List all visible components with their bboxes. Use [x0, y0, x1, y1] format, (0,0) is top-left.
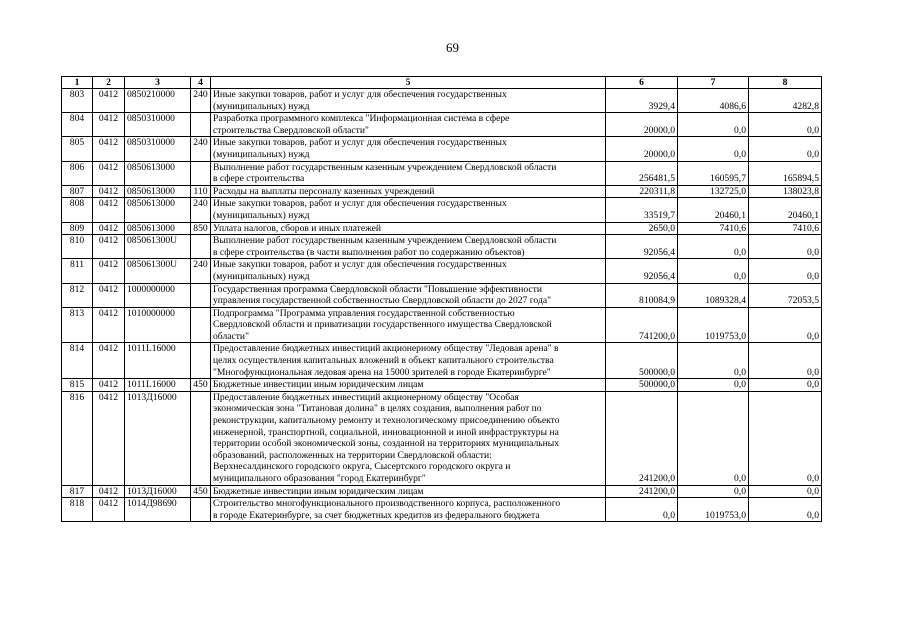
row-number-cell: 805: [62, 137, 93, 161]
item-name-cell: Предоставление бюджетных инвестиций акционерному обществу "Ледовая арена" в целях осуществления капитальных вложений в объект капитального строительства "Многофункциональная ледовая арена на 15000 зрителей в городе Екатеринбурге": [211, 343, 606, 379]
amount-col6-cell: 2650,0: [606, 222, 678, 235]
table-row: [62, 379, 822, 392]
column-header: 3: [125, 77, 191, 89]
target-item-code-cell: 1013Д16000: [125, 485, 191, 498]
amount-col7-cell: 0,0: [678, 113, 749, 137]
amount-col8-cell: 0,0: [749, 113, 822, 137]
target-item-code-cell: 1011L16000: [125, 379, 191, 392]
target-item-code-cell: 085061300U: [125, 259, 191, 283]
amount-col6-cell: 500000,0: [606, 343, 678, 379]
column-header: 8: [749, 77, 822, 89]
item-name-cell: Разработка программного комплекса "Информационная система в сфере строительства Свердловской области": [211, 113, 606, 137]
item-name-cell: Предоставление бюджетных инвестиций акционерному обществу "Особая экономическая зона "Титановая долина" в целях создания, выполнения работ по реконструкции, капитальному ремонту и технологическому присоединению объекто инженерной, транспортной, социальной, инновационной и иной инфраструктуры на территории особой экономической зоны, созданной на территориях муниципальных образований, расположенных на территории Свердловской области: Верхнесалдинского городского округа, Сысертского городского округа и муниципального образования "город Екатеринбург": [211, 391, 606, 485]
amount-col8-cell: 0,0: [749, 137, 822, 161]
column-header: 1: [62, 77, 93, 89]
amount-col8-cell: 0,0: [749, 498, 822, 522]
table-row: [62, 343, 822, 379]
table-row: [62, 391, 822, 485]
amount-col6-cell: 220311,8: [606, 185, 678, 198]
target-item-code-cell: 0850613000: [125, 185, 191, 198]
amount-col8-cell: 165894,5: [749, 161, 822, 185]
target-item-code-cell: 1010000000: [125, 307, 191, 343]
item-name-cell: Иные закупки товаров, работ и услуг для обеспечения государственных (муниципальных) нужд: [211, 259, 606, 283]
expense-type-code-cell: 240: [191, 198, 211, 222]
column-header: 2: [93, 77, 125, 89]
section-code-cell: 0412: [93, 283, 125, 307]
target-item-code-cell: 0850210000: [125, 89, 191, 113]
amount-col7-cell: 7410,6: [678, 222, 749, 235]
section-code-cell: 0412: [93, 307, 125, 343]
amount-col7-cell: 160595,7: [678, 161, 749, 185]
amount-col8-cell: 138023,8: [749, 185, 822, 198]
row-number-cell: 810: [62, 235, 93, 259]
table-row: [62, 283, 822, 307]
item-name-cell: Расходы на выплаты персоналу казенных учреждений: [211, 185, 606, 198]
amount-col7-cell: 0,0: [678, 379, 749, 392]
amount-col7-cell: 4086,6: [678, 89, 749, 113]
section-code-cell: 0412: [93, 222, 125, 235]
amount-col6-cell: 256481,5: [606, 161, 678, 185]
table-row: [62, 259, 822, 283]
amount-col7-cell: 0,0: [678, 485, 749, 498]
amount-col6-cell: 810084,9: [606, 283, 678, 307]
amount-col6-cell: 500000,0: [606, 379, 678, 392]
target-item-code-cell: 0850310000: [125, 113, 191, 137]
expense-type-code-cell: [191, 343, 211, 379]
row-number-cell: 815: [62, 379, 93, 392]
section-code-cell: 0412: [93, 89, 125, 113]
section-code-cell: 0412: [93, 137, 125, 161]
section-code-cell: 0412: [93, 259, 125, 283]
target-item-code-cell: 085061300U: [125, 235, 191, 259]
amount-col7-cell: 0,0: [678, 137, 749, 161]
table-row: [62, 485, 822, 498]
item-name-cell: Бюджетные инвестиции иным юридическим лицам: [211, 379, 606, 392]
amount-col6-cell: 241200,0: [606, 391, 678, 485]
item-name-cell: Уплата налогов, сборов и иных платежей: [211, 222, 606, 235]
item-name-cell: Иные закупки товаров, работ и услуг для обеспечения государственных (муниципальных) нужд: [211, 89, 606, 113]
expense-type-code-cell: [191, 283, 211, 307]
row-number-cell: 807: [62, 185, 93, 198]
budget-table: [61, 76, 822, 522]
expense-type-code-cell: [191, 391, 211, 485]
item-name-cell: Иные закупки товаров, работ и услуг для обеспечения государственных (муниципальных) нужд: [211, 137, 606, 161]
section-code-cell: 0412: [93, 161, 125, 185]
expense-type-code-cell: 850: [191, 222, 211, 235]
amount-col6-cell: 92056,4: [606, 259, 678, 283]
column-header: 4: [191, 77, 211, 89]
section-code-cell: 0412: [93, 343, 125, 379]
amount-col8-cell: 0,0: [749, 307, 822, 343]
amount-col6-cell: 20000,0: [606, 113, 678, 137]
row-number-cell: 813: [62, 307, 93, 343]
amount-col8-cell: 7410,6: [749, 222, 822, 235]
expense-type-code-cell: [191, 161, 211, 185]
section-code-cell: 0412: [93, 485, 125, 498]
amount-col8-cell: 0,0: [749, 485, 822, 498]
table-row: [62, 307, 822, 343]
amount-col8-cell: 72053,5: [749, 283, 822, 307]
expense-type-code-cell: 450: [191, 379, 211, 392]
item-name-cell: Строительство многофункционального производственного корпуса, расположенного в городе Екатеринбурге, за счет бюджетных кредитов из федерального бюджета: [211, 498, 606, 522]
column-header: 5: [211, 77, 606, 89]
amount-col6-cell: 741200,0: [606, 307, 678, 343]
table-row: [62, 198, 822, 222]
section-code-cell: 0412: [93, 379, 125, 392]
row-number-cell: 811: [62, 259, 93, 283]
expense-type-code-cell: 240: [191, 137, 211, 161]
table-row: [62, 161, 822, 185]
column-header: 6: [606, 77, 678, 89]
row-number-cell: 804: [62, 113, 93, 137]
amount-col6-cell: 0,0: [606, 498, 678, 522]
table-row: [62, 222, 822, 235]
expense-type-code-cell: [191, 498, 211, 522]
item-name-cell: Государственная программа Свердловской области "Повышение эффективности управления государственной собственностью Свердловской области до 2027 года": [211, 283, 606, 307]
section-code-cell: 0412: [93, 498, 125, 522]
table-row: [62, 137, 822, 161]
table-body: [62, 89, 822, 522]
row-number-cell: 809: [62, 222, 93, 235]
target-item-code-cell: 1013Д16000: [125, 391, 191, 485]
item-name-cell: Бюджетные инвестиции иным юридическим лицам: [211, 485, 606, 498]
amount-col6-cell: 3929,4: [606, 89, 678, 113]
amount-col8-cell: 0,0: [749, 379, 822, 392]
table-row: [62, 235, 822, 259]
row-number-cell: 812: [62, 283, 93, 307]
amount-col6-cell: 241200,0: [606, 485, 678, 498]
amount-col7-cell: 0,0: [678, 391, 749, 485]
expense-type-code-cell: 110: [191, 185, 211, 198]
section-code-cell: 0412: [93, 113, 125, 137]
amount-col7-cell: 0,0: [678, 259, 749, 283]
row-number-cell: 808: [62, 198, 93, 222]
row-number-cell: 806: [62, 161, 93, 185]
row-number-cell: 816: [62, 391, 93, 485]
row-number-cell: 818: [62, 498, 93, 522]
amount-col8-cell: 0,0: [749, 235, 822, 259]
item-name-cell: Иные закупки товаров, работ и услуг для обеспечения государственных (муниципальных) нужд: [211, 198, 606, 222]
section-code-cell: 0412: [93, 235, 125, 259]
amount-col6-cell: 92056,4: [606, 235, 678, 259]
amount-col7-cell: 1019753,0: [678, 307, 749, 343]
target-item-code-cell: 0850310000: [125, 137, 191, 161]
page-number: 69: [446, 40, 459, 55]
item-name-cell: Выполнение работ государственным казенным учреждением Свердловской области в сфере строительства (в части выполнения работ по содержанию объектов): [211, 235, 606, 259]
target-item-code-cell: 0850613000: [125, 161, 191, 185]
section-code-cell: 0412: [93, 391, 125, 485]
amount-col8-cell: 0,0: [749, 391, 822, 485]
expense-type-code-cell: 240: [191, 259, 211, 283]
amount-col8-cell: 0,0: [749, 259, 822, 283]
amount-col8-cell: 20460,1: [749, 198, 822, 222]
amount-col7-cell: 0,0: [678, 235, 749, 259]
amount-col8-cell: 0,0: [749, 343, 822, 379]
amount-col7-cell: 132725,0: [678, 185, 749, 198]
target-item-code-cell: 1000000000: [125, 283, 191, 307]
amount-col7-cell: 1089328,4: [678, 283, 749, 307]
amount-col8-cell: 4282,8: [749, 89, 822, 113]
section-code-cell: 0412: [93, 198, 125, 222]
expense-type-code-cell: 450: [191, 485, 211, 498]
amount-col6-cell: 33519,7: [606, 198, 678, 222]
table-row: [62, 89, 822, 113]
table-row: [62, 498, 822, 522]
target-item-code-cell: 1014Д98690: [125, 498, 191, 522]
target-item-code-cell: 1011L16000: [125, 343, 191, 379]
table-row: [62, 185, 822, 198]
item-name-cell: Выполнение работ государственным казенным учреждением Свердловской области в сфере строительства: [211, 161, 606, 185]
expense-type-code-cell: [191, 113, 211, 137]
target-item-code-cell: 0850613000: [125, 198, 191, 222]
target-item-code-cell: 0850613000: [125, 222, 191, 235]
header-row: [62, 77, 822, 89]
row-number-cell: 803: [62, 89, 93, 113]
amount-col7-cell: 0,0: [678, 343, 749, 379]
section-code-cell: 0412: [93, 185, 125, 198]
amount-col7-cell: 20460,1: [678, 198, 749, 222]
expense-type-code-cell: [191, 307, 211, 343]
expense-type-code-cell: [191, 235, 211, 259]
row-number-cell: 814: [62, 343, 93, 379]
table-row: [62, 113, 822, 137]
amount-col7-cell: 1019753,0: [678, 498, 749, 522]
amount-col6-cell: 20000,0: [606, 137, 678, 161]
row-number-cell: 817: [62, 485, 93, 498]
expense-type-code-cell: 240: [191, 89, 211, 113]
item-name-cell: Подпрограмма "Программа управления государственной собственностью Свердловской области и приватизации государственного имущества Свердловской области": [211, 307, 606, 343]
column-header: 7: [678, 77, 749, 89]
